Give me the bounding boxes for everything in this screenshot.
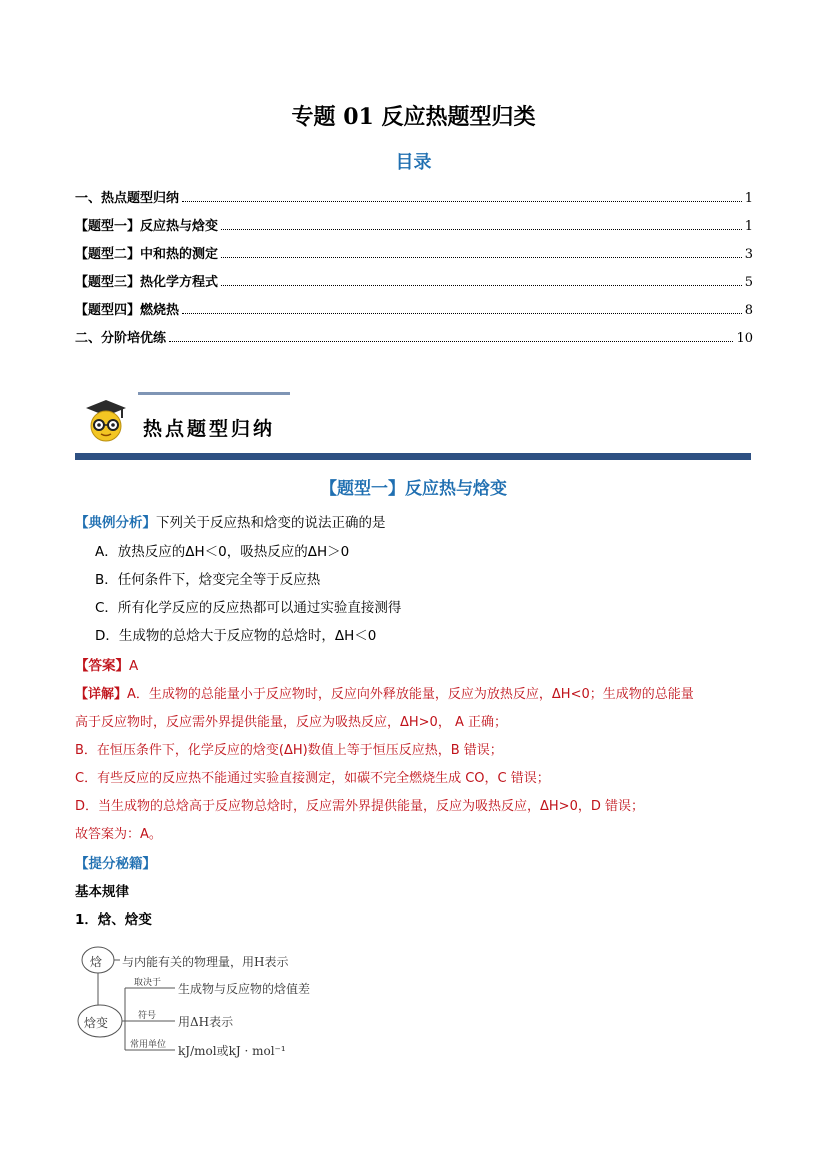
toc-page: 1 [744, 219, 753, 234]
detail-text: A．生成物的总能量小于反应物时，反应向外释放能量，反应为放热反应，ΔH<0；生成物的总能量 [127, 687, 694, 702]
banner-accent-line [138, 392, 290, 395]
question-text: 下列关于反应热和焓变的说法正确的是 [156, 515, 386, 531]
toc-page: 8 [744, 303, 753, 318]
branch-label: 符号 [138, 1011, 157, 1021]
branch-text: 用ΔH表示 [178, 1015, 234, 1029]
branch-label: 常用单位 [130, 1040, 167, 1050]
rules-heading: 基本规律 [75, 884, 129, 900]
node-enthalpy-desc: 与内能有关的物理量，用H表示 [122, 955, 289, 969]
option-c: C．所有化学反应的反应热都可以通过实验直接测得 [95, 600, 402, 616]
detail-line: C．有些反应的反应热不能通过实验直接测定，如碳不完全燃烧生成 CO，C 错误； [75, 771, 550, 786]
scholar-mascot-icon [82, 398, 130, 444]
toc-leader [182, 313, 742, 314]
toc-page: 1 [744, 191, 753, 206]
branch-text: kJ/mol或kJ · mol⁻¹ [178, 1044, 286, 1058]
banner-title: 热点题型归纳 [143, 418, 276, 440]
toc-label: 【题型四】燃烧热 [75, 303, 180, 318]
toc-entry[interactable] [75, 242, 753, 262]
toc-page: 3 [744, 247, 753, 262]
branch-text: 生成物与反应物的焓值差 [178, 982, 311, 996]
detail-line: 故答案为：A。 [75, 827, 162, 842]
node-enthalpy: 焓 [90, 955, 103, 969]
option-d: D．生成物的总焓大于反应物的总焓时，ΔH＜0 [95, 628, 377, 644]
toc-page: 5 [744, 275, 753, 290]
detail-tag: 【详解】 [75, 687, 128, 702]
option-a: A．放热反应的ΔH＜0，吸热反应的ΔH＞0 [95, 544, 350, 560]
node-enthalpy-change: 焓变 [84, 1016, 109, 1030]
toc-entry[interactable] [75, 326, 753, 346]
example-question [75, 511, 386, 531]
toc-label: 一、热点题型归纳 [75, 191, 180, 206]
toc-entry[interactable] [75, 298, 753, 318]
tips-tag: 【提分秘籍】 [75, 856, 156, 872]
toc-label: 【题型一】反应热与焓变 [75, 219, 219, 234]
page-title: 专题 01 反应热题型归类 [291, 104, 536, 130]
toc-leader [221, 285, 742, 286]
answer-line [75, 654, 138, 674]
rules-subheading: 1．焓、焓变 [75, 912, 152, 928]
answer-tag: 【答案】 [75, 658, 129, 674]
toc-page: 10 [736, 331, 753, 346]
toc-entry[interactable] [75, 214, 753, 234]
section-title: 【题型一】反应热与焓变 [320, 479, 507, 499]
toc-entry[interactable] [75, 186, 753, 206]
detail-line: B．在恒压条件下，化学反应的焓变(ΔH)数值上等于恒压反应热，B 错误； [75, 743, 503, 758]
branch-label: 取决于 [134, 978, 162, 988]
detail-line [75, 683, 694, 702]
toc-label: 【题型二】中和热的测定 [75, 247, 219, 262]
toc-leader [221, 257, 742, 258]
toc-entry[interactable] [75, 270, 753, 290]
banner-divider [75, 453, 751, 460]
option-b: B．任何条件下，焓变完全等于反应热 [95, 572, 321, 588]
toc-leader [221, 229, 742, 230]
example-tag: 【典例分析】 [75, 515, 156, 531]
answer-value: A [129, 658, 139, 674]
toc-label: 二、分阶培优练 [75, 331, 167, 346]
detail-line: D．当生成物的总焓高于反应物总焓时，反应需外界提供能量，反应为吸热反应，ΔH>0，D 错误； [75, 799, 644, 814]
toc-leader [169, 341, 733, 342]
toc-label: 【题型三】热化学方程式 [75, 275, 219, 290]
detail-line: 高于反应物时，反应需外界提供能量，反应为吸热反应，ΔH>0， A 正确； [75, 715, 507, 730]
toc-heading: 目录 [395, 152, 432, 173]
toc-leader [182, 201, 742, 202]
